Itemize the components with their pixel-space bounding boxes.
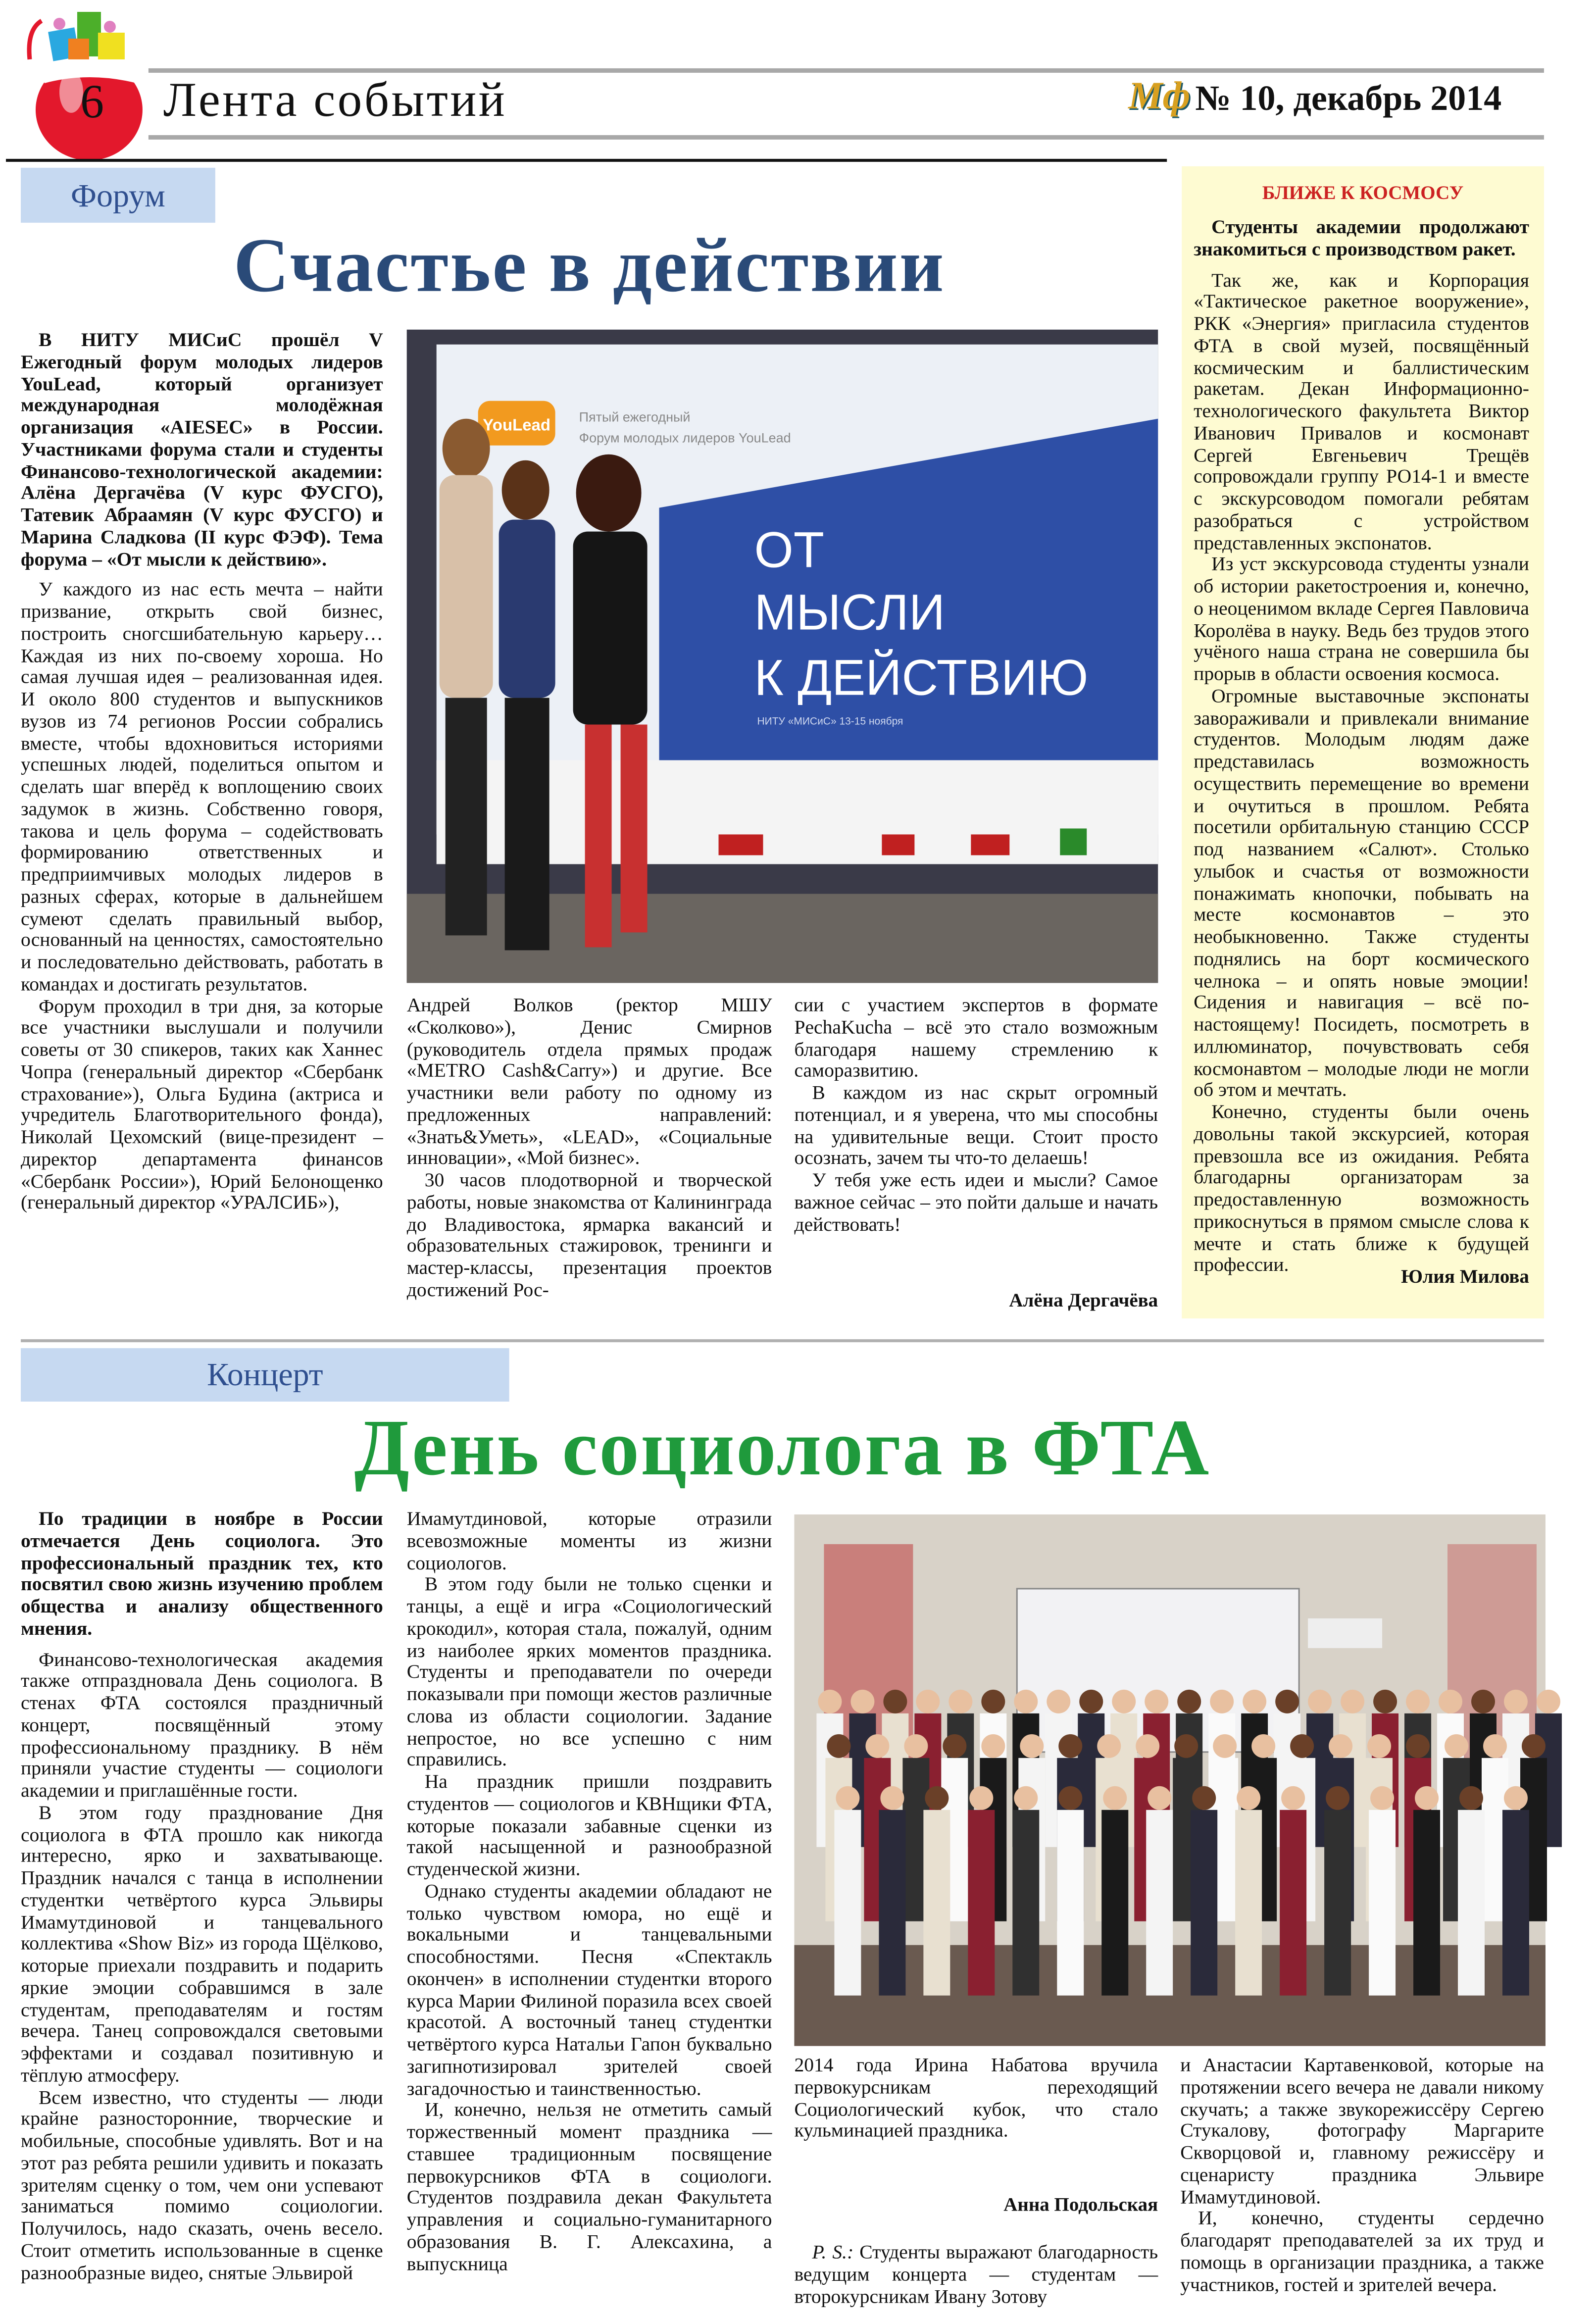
- person-head: [1020, 1734, 1044, 1758]
- person-head: [1406, 1734, 1430, 1758]
- person: [1057, 1810, 1084, 1996]
- person-head: [850, 1690, 874, 1713]
- person-head: [981, 1690, 1005, 1713]
- person-head: [943, 1734, 966, 1758]
- person: [923, 1810, 950, 1996]
- person-head: [1136, 1734, 1159, 1758]
- sidebar-title: БЛИЖЕ К КОСМОСУ: [1262, 181, 1464, 203]
- article2-column-2: [407, 1509, 772, 2316]
- person-head: [1251, 1734, 1275, 1758]
- person-head: [1370, 1786, 1394, 1810]
- person: [1324, 1810, 1351, 1996]
- person-head: [1504, 1786, 1528, 1810]
- rubric-concert: Концерт: [21, 1348, 509, 1402]
- paragraph: У тебя уже есть идеи и мысли? Самое важное сейчас – это пойти дальше и начать действовать!: [794, 1168, 1158, 1235]
- article2-column-1: [21, 1509, 383, 2316]
- person: [1235, 1810, 1262, 1996]
- person-head: [1326, 1786, 1349, 1810]
- person: [834, 1810, 861, 1996]
- person-head: [1079, 1690, 1103, 1713]
- article2-column-3: [794, 2055, 1158, 2159]
- person: [1369, 1810, 1396, 1996]
- person-head: [1308, 1690, 1332, 1713]
- person-head: [1504, 1690, 1528, 1713]
- banner-text: Форум молодых лидеров YouLead: [579, 430, 791, 446]
- banner-logo: YouLead: [483, 415, 551, 434]
- article-title: День социолога в ФТА: [354, 1403, 1211, 1492]
- paragraph: 2014 года Ирина Набатова вручила первокурсникам переходящий Социологический кубок, что стало кульминацией праздника.: [794, 2053, 1158, 2142]
- paragraph: Так же, как и Корпорация «Тактическое ракетное вооружение», РКК «Энергия» пригласила студентов ФТА в свой музей, посвящённый космическим и баллистическим ракетам. Декан Информационно-технологического факультета Виктор Иванович Привалов и космонавт Сергей Евгеньевич Трещёв сопровождали группу РО14-1 и вместе с экскурсоводом помогали ребятам разобраться с устройством представленных экспонатов.: [1194, 268, 1529, 554]
- person: [1012, 1810, 1039, 1996]
- person: [1280, 1810, 1306, 1996]
- person-head: [1237, 1786, 1260, 1810]
- person-head: [1445, 1734, 1468, 1758]
- person-head: [1213, 1734, 1237, 1758]
- paragraph: Имамутдиновой, которые отразили всевозможные моменты из жизни социологов.: [406, 1507, 772, 1573]
- person-head: [1112, 1690, 1136, 1713]
- paragraph: Конечно, студенты были очень довольны такой экскурсией, которая превзошла все из ожидания. Ребята благодарны организаторам за предоставленную возможность прикоснуться в прямом смысле слова к мечте и стать ближе к будущей профессии.: [1194, 1100, 1529, 1276]
- lead-paragraph: Студенты академии продолжают знакомиться с производством ракет.: [1194, 215, 1529, 260]
- paragraph: сии с участием экспертов в формате PechaKucha – всё это стало возможным благодаря нашему стремлению к саморазвитию.: [794, 993, 1158, 1082]
- person-head: [1174, 1734, 1198, 1758]
- paragraph: В каждом из нас скрыт огромный потенциал, и я уверена, что мы способны на удивительные вещи. Стоит просто осознать, зачем ты что-то делаешь!: [794, 1081, 1158, 1169]
- banner-text: МЫСЛИ: [754, 584, 946, 641]
- person-head: [1275, 1690, 1299, 1713]
- person-head: [1097, 1734, 1121, 1758]
- person-head: [865, 1734, 889, 1758]
- person-head: [880, 1786, 904, 1810]
- article1-column-3: [794, 995, 1158, 1277]
- article1-column-1: [21, 330, 383, 1312]
- paragraph: Студенты выражают благодарность ведущим концерта — студентам — второкурсникам Ивану Зотову: [794, 2240, 1158, 2307]
- paragraph: Из уст экскурсовода студенты узнали об истории ракетостроения и, конечно, о неоценимом вкладе Сергея Павловича Королёва в науку. Ведь без трудов этого учёного наша страна не совершила бы прорыв в области освоения космоса.: [1194, 553, 1529, 685]
- paragraph: В этом году празднование Дня социолога в ФТА прошло как никогда интересно, ярко и захватывающе. Праздник начался с танца в исполнении студентки четвёртого курса Эльвиры Имамутдиновой и танцевального коллектива «Show Biz» из города Щёлково, которые приехали поздравить и подарить яркие эмоции собравшимся в зале студентам, преподавателям и гостям вечера. Танец сопровождался световыми эффектами и создавал позитивную и тёплую атмосферу.: [20, 1801, 383, 2086]
- person-head: [969, 1786, 993, 1810]
- paragraph: Однако студенты академии обладают не только чувством юмора, но ещё и вокальными и танцевальными способностями. Песня «Спектакль окончен» в исполнении студентки второго курса Марии Филиной поразила всех своей красотой. А восточный танец студентки четвёртого курса Натальи Гапон буквально загипнотизировал зрителей своей загадочностью и таинственностью.: [406, 1879, 772, 2099]
- person-head: [1058, 1734, 1082, 1758]
- person-head: [1281, 1786, 1305, 1810]
- person: [1502, 1810, 1529, 1996]
- paragraph: Огромные выставочные экспонаты завораживали и привлекали внимание студентов. Молодым людям даже представилась возможность осуществить перемещение во времени и очутиться в прошлом. Ребята посетили орбитальную станцию СССР под названием «Салют». Столько улыбок и счастья от возможности понажимать кнопочки, побывать на месте космонавтов – это необыкновенно. Также студенты поднялись на борт космического челнока – и опять новые эмоции! Сидения и навигация – всё по-настоящему! Посидеть, посмотреть в иллюминатор, почувствовать себя космонавтом – молодые люди не могли об этом и мечтать.: [1194, 684, 1529, 1101]
- person-head: [883, 1690, 907, 1713]
- lead-paragraph: В НИТУ МИСиС прошёл V Ежегодный форум молодых лидеров YouLead, который организует международная молодёжная организация «AIESEC» в России. Участниками форума стали и студенты Финансово-технологической академии: Алёна Дергачёва (V курс ФУСГО), Татевик Абраамян (V курс ФУСГО) и Марина Сладкова (II курс ФЭФ). Тема форума – «От мысли к действию».: [20, 328, 383, 570]
- person-head: [1047, 1690, 1070, 1713]
- paragraph: У каждого из нас есть мечта – найти призвание, открыть свой бизнес, построить сногсшибательную карьеру… Каждая из них по-своему хороша. Но самая лучшая идея – реализованная идея. И около 800 студентов и выпускников вузов из 74 регионов России собрались вместе, чтобы вдохновиться историями успешных людей, поделиться опытом и сделать шаг вперёд к воплощению своих задумок в жизнь. Собственно говоря, такова и цель форума – содействовать формированию ответственных и предприимчивых молодых лидеров в разных сферах, которые в дальнейшем сумеют сделать правильный выбор, основанный на ценностях, самостоятельно и последовательно действовать, работать в командах и достигать результатов.: [20, 578, 383, 995]
- person-head: [1522, 1734, 1546, 1758]
- person-head: [836, 1786, 859, 1810]
- banner-text: Пятый ежегодный: [579, 409, 691, 425]
- sidebar-author: Юлия Милова: [1401, 1265, 1529, 1288]
- person-head: [1373, 1690, 1397, 1713]
- paragraph: Всем известно, что студенты — люди крайне разносторонние, творческие и мобильные, способные удивлять. Вот и на этот раз ребята решили удивить и показать зрителям сценку о том, чем они успевают заниматься помимо социологии. Получилось, надо сказать, очень весело. Стоит отметить использованные в сценке разнообразные видео, снятые Эльвирой: [20, 2085, 383, 2283]
- divider: [21, 1339, 1544, 1342]
- paragraph: И, конечно, студенты сердечно благодарят преподавателей за их труд и помощь в организации праздника, а также участников, гостей и зрителей вечера.: [1180, 2207, 1544, 2295]
- paragraph: И, конечно, нельзя не отметить самый торжественный момент праздника — ставшее традиционным посвящение первокурсников ФТА в социологи. Студентов поздравила декан Факультета управления и социально-гуманитарного образования В. Г. Алексахина, а выпускница: [406, 2098, 772, 2274]
- banner-text: К ДЕЙСТВИЮ: [754, 649, 1089, 706]
- person-head: [1177, 1690, 1201, 1713]
- person-head: [818, 1690, 842, 1713]
- person-head: [1406, 1690, 1430, 1713]
- person-head: [1415, 1786, 1439, 1810]
- article2-column-4: [1180, 2055, 1544, 2314]
- person: [1101, 1810, 1128, 1996]
- person-head: [1329, 1734, 1352, 1758]
- header-rule-top: [149, 68, 1544, 73]
- person-head: [1145, 1690, 1168, 1713]
- person-head: [1014, 1786, 1038, 1810]
- person-head: [925, 1786, 948, 1810]
- issue-info: № 10, декабрь 2014: [1195, 80, 1502, 119]
- article2-author: Анна Подольская: [1003, 2193, 1158, 2215]
- person-head: [1192, 1786, 1216, 1810]
- divider: [6, 159, 1167, 162]
- person-head: [1483, 1734, 1507, 1758]
- paragraph: В этом году были не только сценки и танцы, а ещё и игра «Социологический крокодил», которая стала, пожалуй, одним из наиболее ярких моментов праздника. Студенты и преподаватели по очереди показывали при помощи жестов различные слова из области социологии. Задание непростое, но все успешно с ним справились.: [406, 1572, 772, 1770]
- person: [1191, 1810, 1217, 1996]
- forum-photo: [407, 330, 1158, 983]
- section-title: Лента событий: [163, 74, 507, 128]
- ps-label: P. S.:: [812, 2240, 854, 2263]
- person: [968, 1810, 995, 1996]
- page-number: 6: [80, 74, 104, 128]
- lead-paragraph: По традиции в ноябре в России отмечается День социолога. Это профессиональный праздник тех, кто посвятил свою жизнь изучению проблем общества и анализу общественного мнения.: [20, 1507, 383, 1639]
- person-head: [948, 1690, 972, 1713]
- person-head: [827, 1734, 850, 1758]
- person: [1413, 1810, 1440, 1996]
- article1-column-2: [407, 995, 772, 1309]
- person: [879, 1810, 905, 1996]
- person: [1146, 1810, 1173, 1996]
- person-head: [1459, 1786, 1483, 1810]
- paragraph: Финансово-технологическая академия также отпраздновала День социолога. В стенах ФТА состоялся праздничный концерт, посвящённый этому профессиональному празднику. В нём приняли участие студенты — социологи академии и приглашённые гости.: [20, 1647, 383, 1801]
- person-head: [1210, 1690, 1234, 1713]
- person-head: [1471, 1690, 1495, 1713]
- article-title: Счастье в действии: [233, 224, 946, 309]
- paragraph: 30 часов плодотворной и творческой работы, новые знакомства от Калининграда до Владивостока, ярмарка вакансий и образовательных стажировок, тренинги и мастер-классы, презентация проектов достижений Рос-: [406, 1168, 772, 1301]
- header-rule-bottom: [149, 135, 1544, 140]
- postscript: [794, 2242, 1158, 2313]
- banner-text: ОТ: [754, 521, 825, 578]
- logo: Мф: [1128, 74, 1191, 117]
- person-head: [1439, 1690, 1462, 1713]
- paragraph: Андрей Волков (ректор МШУ «Сколково»), Денис Смирнов (руководитель отдела прямых продаж «METRO Cash&Carry») и другие. Все участники вели работу по одному из предложенных направлений: «Знать&Уметь», «LEAD», «Социальные инновации», «Мой бизнес».: [406, 993, 772, 1169]
- person-head: [1058, 1786, 1082, 1810]
- article1-author: Алёна Дергачёва: [1009, 1289, 1158, 1311]
- person: [1458, 1810, 1485, 1996]
- person-head: [1290, 1734, 1314, 1758]
- person-head: [1243, 1690, 1266, 1713]
- person-head: [1103, 1786, 1127, 1810]
- person-head: [916, 1690, 940, 1713]
- paragraph: На праздник пришли поздравить студентов — социологов и КВНщики ФТА, которые показали забавные сценки из такой насыщенной и разнообразной студенческой жизни.: [406, 1769, 772, 1880]
- concert-group-photo: [794, 1514, 1545, 2046]
- sidebar-text: [1194, 215, 1529, 1276]
- person-head: [981, 1734, 1005, 1758]
- paragraph: Форум проходил в три дня, за которые все участники выслушали и получили советы от 30 спикеров, таких как Ханнес Чопра (генеральный директор «Сбербанк страхование»), Ольга Будина (актриса и учредитель Благотворительного фонда), Николай Цехомский (вице-президент – директор департамента финансов «Сбербанк России»), Юрий Белонощенко (генеральный директор «УРАЛСИБ»),: [20, 994, 383, 1213]
- banner-text: НИТУ «МИСиС» 13-15 ноября: [757, 715, 903, 727]
- person-head: [1147, 1786, 1171, 1810]
- sidebar-box: [1182, 166, 1544, 1318]
- person-head: [904, 1734, 928, 1758]
- person-head: [1341, 1690, 1364, 1713]
- rubric-forum: Форум: [21, 168, 215, 223]
- person-head: [1014, 1690, 1038, 1713]
- person-head: [1537, 1690, 1560, 1713]
- person-head: [1367, 1734, 1391, 1758]
- paragraph: и Анастасии Картавенковой, которые на протяжении всего вечера не давали никому скучать; а также звукорежиссёру Сергею Стукалову, фотографу Маргарите Скворцовой и, главному режиссёру и сценаристу праздника Эльвире Имамутдиновой.: [1180, 2053, 1544, 2208]
